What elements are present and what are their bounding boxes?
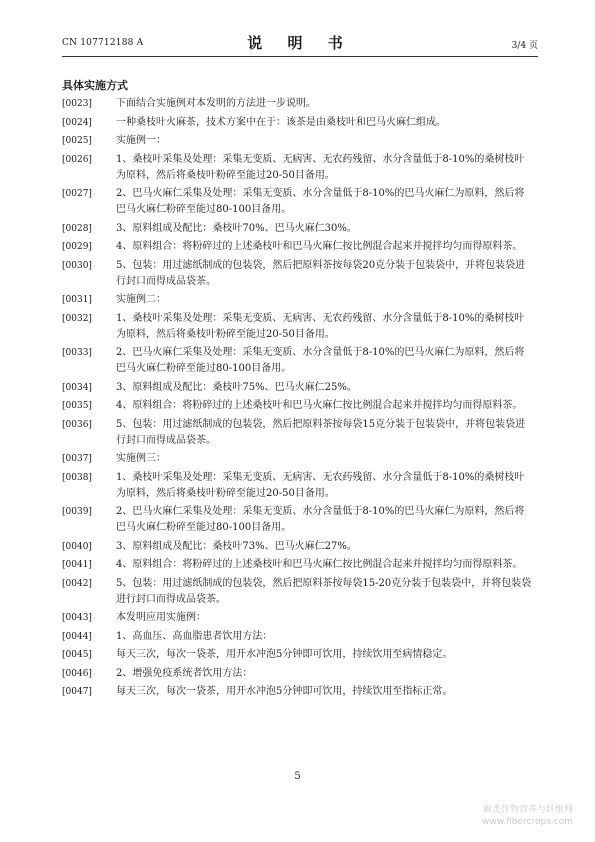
paragraph-list bbox=[62, 96, 532, 700]
paragraph-text: 实施例二： bbox=[116, 294, 166, 305]
paragraph bbox=[62, 647, 532, 663]
section-title: 具体实施方式 bbox=[62, 79, 128, 92]
paragraph-number: [0028] bbox=[62, 223, 92, 234]
paragraph bbox=[62, 345, 532, 377]
patent-number: CN 107712188 A bbox=[62, 38, 144, 48]
paragraph-number: [0036] bbox=[62, 419, 92, 430]
paragraph-text: 实施例三： bbox=[116, 453, 166, 464]
watermark-url: www.fibercrops.com bbox=[482, 817, 573, 827]
paragraph-number: [0027] bbox=[62, 189, 92, 199]
paragraph-number: [0030] bbox=[62, 260, 92, 271]
paragraph-text: 每天三次，每次一袋茶，用开水冲泡5分钟即可饮用，持续饮用至病情稳定。 bbox=[116, 649, 453, 660]
paragraph-number: [0032] bbox=[62, 313, 92, 324]
paragraph-number: [0025] bbox=[62, 136, 92, 146]
paragraph-number: [0024] bbox=[62, 117, 92, 128]
paragraph bbox=[62, 292, 532, 308]
paragraph bbox=[62, 239, 532, 255]
paragraph bbox=[62, 629, 532, 645]
paragraph-text: 5、包装：用过滤纸制成的包装袋，然后把原料茶按每袋15-20克分装于包装袋中，并将包装袋进行封口而得成品袋茶。 bbox=[116, 577, 532, 605]
paragraph-text: 本发明应用实施例： bbox=[116, 612, 206, 623]
watermark bbox=[482, 804, 573, 828]
paragraph-number: [0035] bbox=[62, 401, 92, 411]
paragraph-number: [0029] bbox=[62, 242, 92, 252]
paragraph-number: [0037] bbox=[62, 454, 92, 464]
paragraph bbox=[62, 666, 532, 682]
paragraph-text: 一种桑枝叶火麻茶，技术方案中在于：该茶是由桑枝叶和巴马火麻仁组成。 bbox=[116, 116, 446, 128]
paragraph bbox=[62, 417, 532, 449]
paragraph-number: [0033] bbox=[62, 348, 92, 358]
header-divider bbox=[62, 56, 538, 57]
paragraph bbox=[62, 557, 532, 573]
paragraph-number: [0026] bbox=[62, 154, 92, 165]
paragraph-text: 1、高血压、高血脂患者饮用方法： bbox=[116, 630, 273, 642]
paragraph-text: 下面结合实施例对本发明的方法进一步说明。 bbox=[116, 98, 316, 109]
paragraph-number: [0047] bbox=[62, 687, 92, 697]
paragraph bbox=[62, 684, 532, 700]
paragraph-number: [0043] bbox=[62, 613, 92, 623]
paragraph-number: [0038] bbox=[62, 472, 92, 483]
paragraph bbox=[62, 96, 532, 112]
paragraph bbox=[62, 470, 532, 502]
paragraph bbox=[62, 152, 532, 184]
paragraph-text: 1、桑枝叶采集及处理：采集无变质、无病害、无农药残留、水分含量低于8-10%的桑树枝叶为原料，然后将桑枝叶粉碎至能过20-50目备用。 bbox=[116, 312, 525, 340]
paragraph-text: 4、原料组合：将粉碎过的上述桑枝叶和巴马火麻仁按比例混合起来并搅拌均匀而得原料茶。 bbox=[116, 241, 523, 252]
paragraph bbox=[62, 539, 532, 555]
paragraph-text: 4、原料组合：将粉碎过的上述桑枝叶和巴马火麻仁按比例混合起来并搅拌均匀而得原料茶。 bbox=[116, 559, 523, 570]
watermark-site-name: 麻类作物营养与纤维网 bbox=[482, 805, 573, 815]
paragraph-text: 2、增强免疫系统者饮用方法： bbox=[116, 667, 253, 679]
paragraph-number: [0040] bbox=[62, 541, 92, 552]
paragraph-number: [0042] bbox=[62, 578, 92, 589]
paragraph-text: 3、原料组成及配比：桑枝叶75%、巴马火麻仁25%。 bbox=[116, 381, 357, 393]
paragraph bbox=[62, 451, 532, 467]
paragraph-text: 1、桑枝叶采集及处理：采集无变质、无病害、无农药残留、水分含量低于8-10%的桑树枝叶为原料，然后将桑枝叶粉碎至能过20-50目备用。 bbox=[116, 153, 525, 181]
page-indicator: 3/4 页 bbox=[511, 41, 538, 51]
paragraph-number: [0034] bbox=[62, 382, 92, 393]
paragraph-text: 5、包装：用过滤纸制成的包装袋，然后把原料茶按每袋20克分装于包装袋中，并将包装袋进行封口而得成品袋茶。 bbox=[116, 259, 526, 287]
paragraph bbox=[62, 380, 532, 396]
paragraph-number: [0046] bbox=[62, 668, 92, 679]
paragraph-text: 3、原料组成及配比：桑枝叶70%、巴马火麻仁30%。 bbox=[116, 222, 357, 234]
document-body bbox=[62, 78, 532, 703]
paragraph-number: [0041] bbox=[62, 560, 92, 570]
paragraph bbox=[62, 576, 532, 608]
paragraph-number: [0039] bbox=[62, 507, 92, 517]
paragraph bbox=[62, 221, 532, 237]
paragraph bbox=[62, 186, 532, 218]
paragraph-text: 每天三次，每次一袋茶，用开水冲泡5分钟即可饮用，持续饮用至指标正常。 bbox=[116, 686, 453, 697]
paragraph-text: 1、桑枝叶采集及处理：采集无变质、无病害、无农药残留、水分含量低于8-10%的桑树枝叶为原料，然后将桑枝叶粉碎至能过20-50目备用。 bbox=[116, 471, 525, 499]
document-type-title: 说 明 书 bbox=[247, 34, 353, 52]
paragraph-number: [0031] bbox=[62, 295, 92, 305]
paragraph bbox=[62, 504, 532, 536]
paragraph bbox=[62, 115, 532, 131]
paragraph-text: 5、包装：用过滤纸制成的包装袋，然后把原料茶按每袋15克分装于包装袋中，并将包装袋进行封口而得成品袋茶。 bbox=[116, 418, 526, 446]
paragraph bbox=[62, 610, 532, 626]
paragraph-number: [0045] bbox=[62, 650, 92, 660]
paragraph-number: [0044] bbox=[62, 631, 92, 642]
paragraph-text: 3、原料组成及配比：桑枝叶73%、巴马火麻仁27%。 bbox=[116, 540, 357, 552]
paragraph bbox=[62, 133, 532, 149]
paragraph bbox=[62, 258, 532, 290]
paragraph bbox=[62, 311, 532, 343]
paragraph-number: [0023] bbox=[62, 99, 92, 109]
paragraph-text: 4、原料组合：将粉碎过的上述桑枝叶和巴马火麻仁按比例混合起来并搅拌均匀而得原料茶。 bbox=[116, 400, 523, 411]
paragraph-text: 实施例一： bbox=[116, 135, 166, 146]
paragraph bbox=[62, 398, 532, 414]
paragraph-text: 2、巴马火麻仁采集及处理：采集无变质、水分含量低于8-10%的巴马火麻仁为原料，然后将巴马火麻仁粉碎至能过80-100目备用。 bbox=[116, 188, 525, 215]
page-header bbox=[62, 30, 538, 52]
paragraph-text: 2、巴马火麻仁采集及处理：采集无变质、水分含量低于8-10%的巴马火麻仁为原料，然后将巴马火麻仁粉碎至能过80-100目备用。 bbox=[116, 506, 525, 533]
page-number: 5 bbox=[294, 771, 301, 782]
paragraph-text: 2、巴马火麻仁采集及处理：采集无变质、水分含量低于8-10%的巴马火麻仁为原料，然后将巴马火麻仁粉碎至能过80-100目备用。 bbox=[116, 347, 525, 374]
